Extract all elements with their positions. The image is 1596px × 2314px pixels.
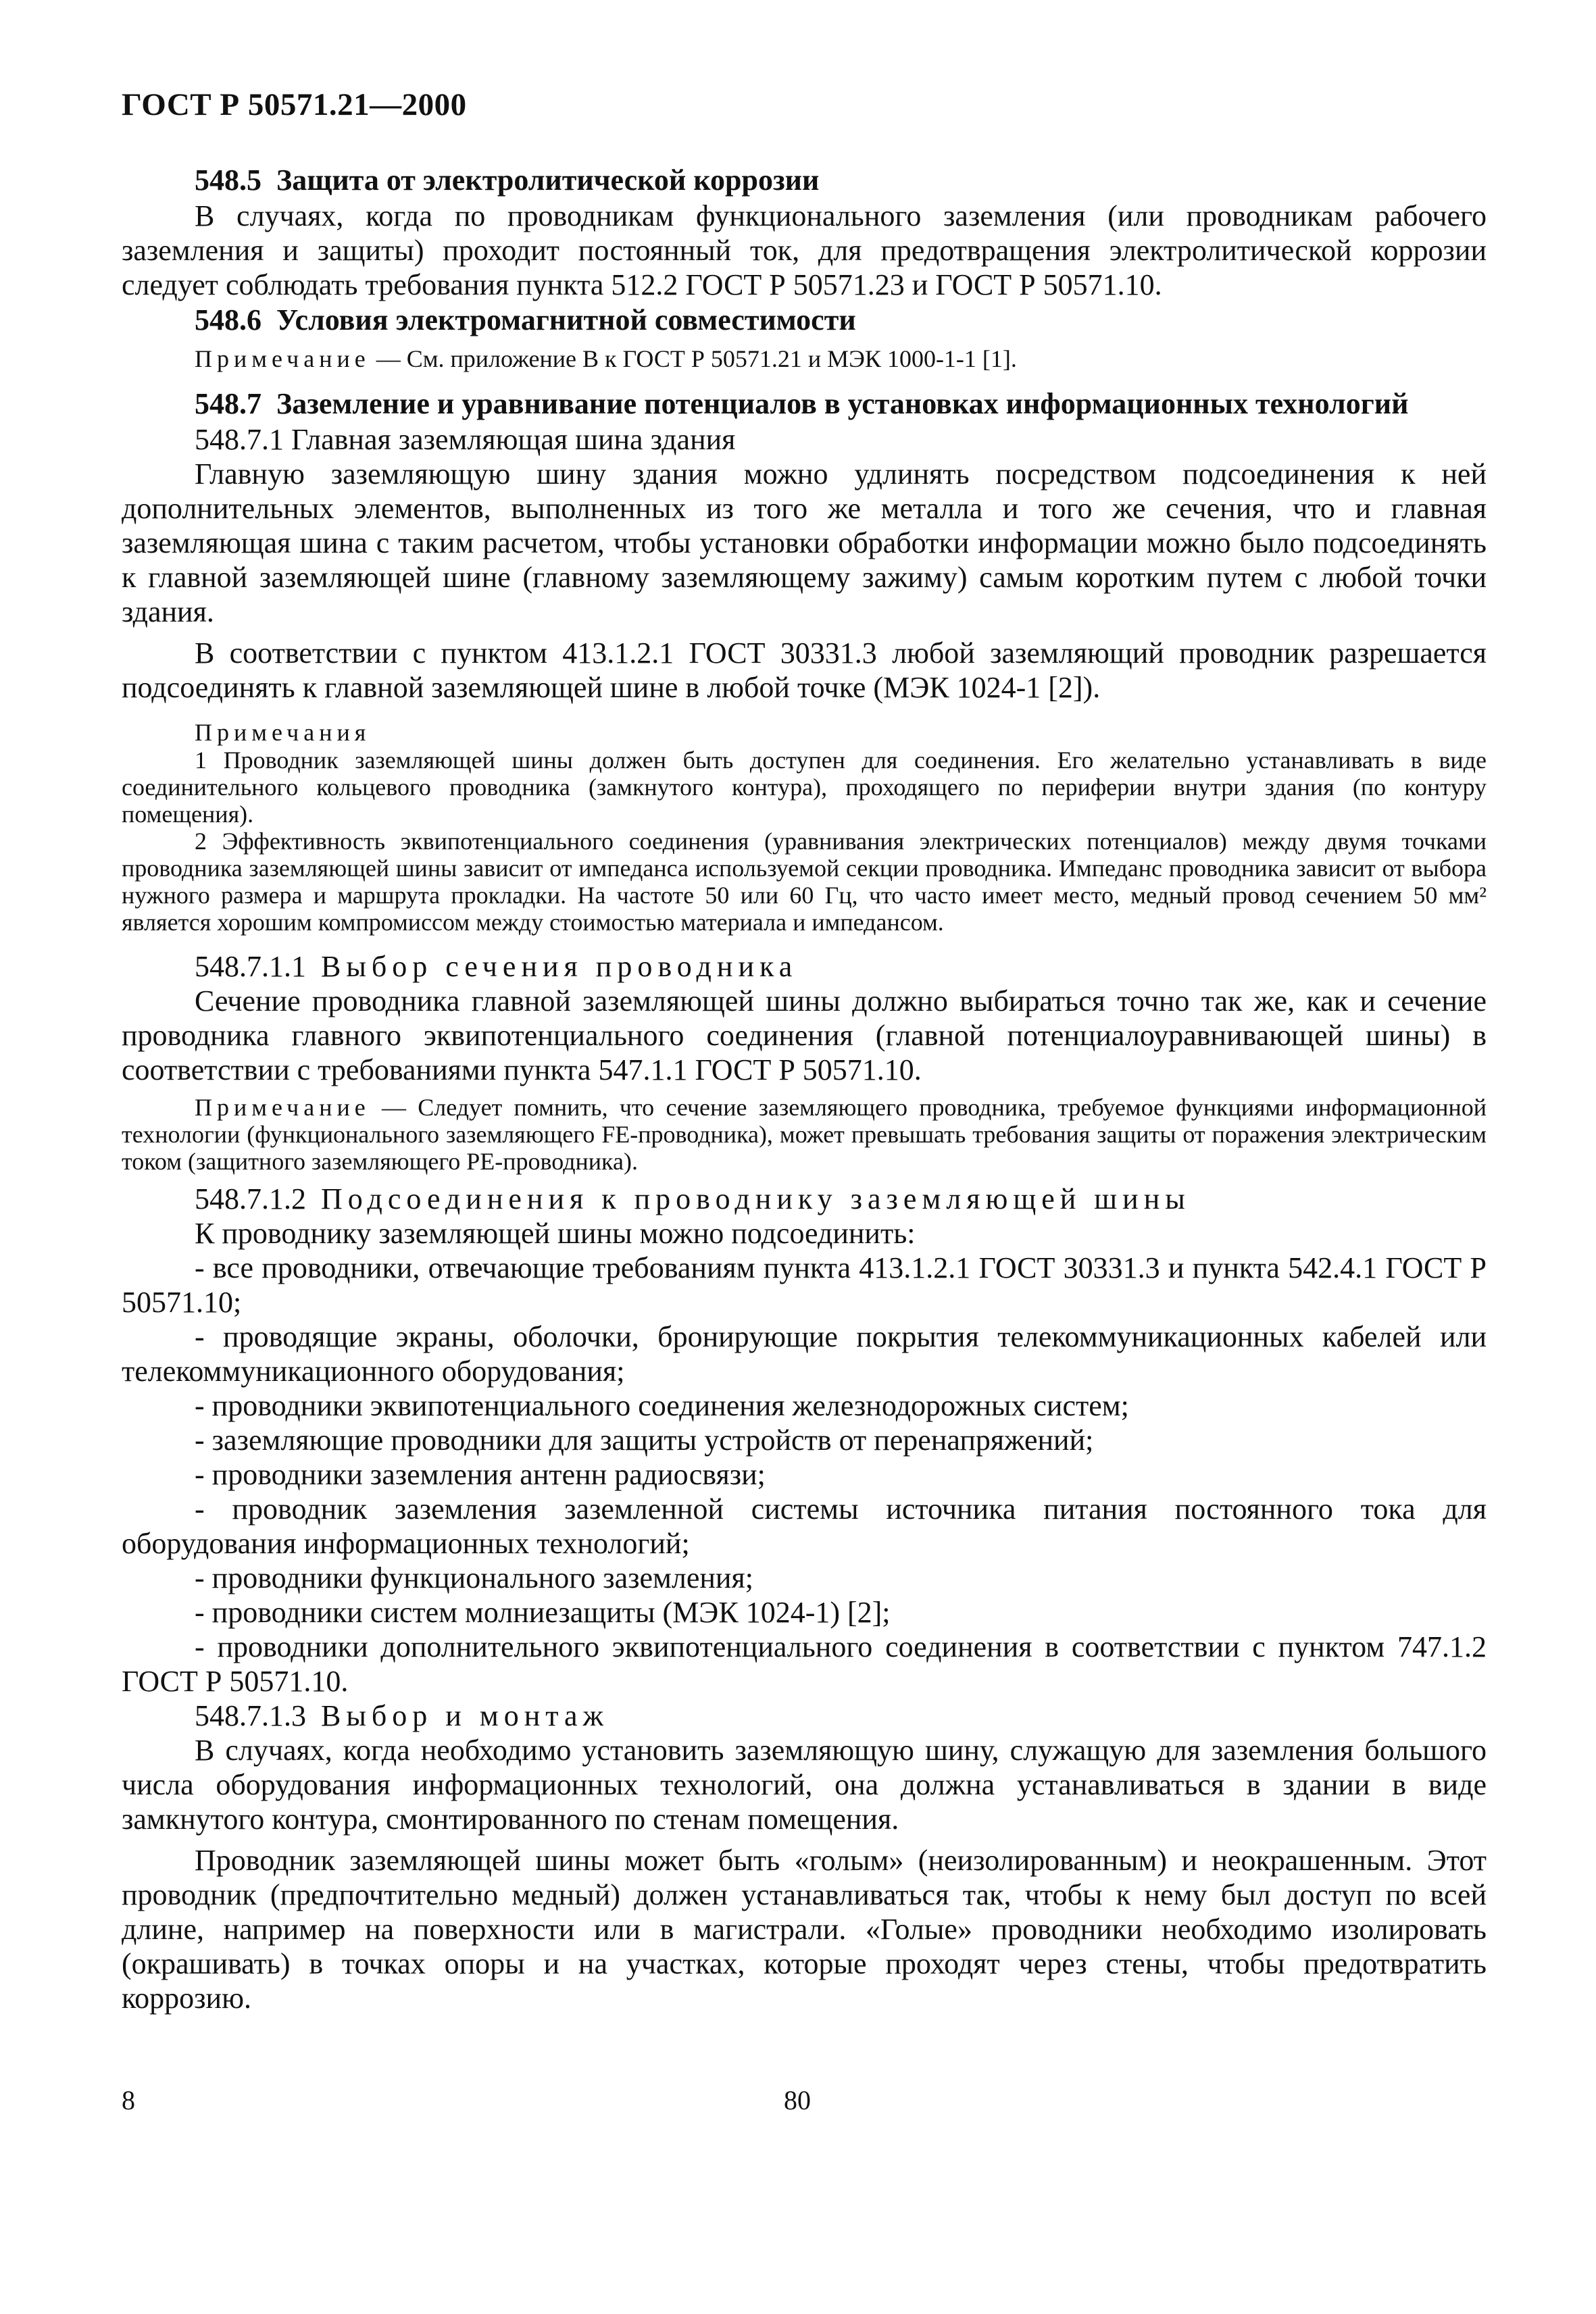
notes-heading: Примечания (195, 719, 371, 746)
section-548-7-1-1-note: Примечание — Следует помнить, что сечение заземляющего проводника, требуемое функциями информационной технологии (функционального заземляющего FE-проводника), может превышать требования защиты от поражения электрическим током (защитного заземляющего PE-проводника). (122, 1094, 1487, 1175)
document-header: ГОСТ Р 50571.21—2000 (122, 87, 467, 122)
section-548-7-1-heading: 548.7.1 Главная заземляющая шина здания (195, 423, 736, 456)
section-548-7-1-paragraph-2: В соответствии с пунктом 413.1.2.1 ГОСТ 30331.3 любой заземляющий проводник разрешается подсоединять к главной заземляющей шине в любой точке (МЭК 1024-1 [2]). (122, 636, 1487, 704)
list-item: - все проводники, отвечающие требованиям пункта 413.1.2.1 ГОСТ 30331.3 и пункта 542.4.1 ГОСТ Р 50571.10; (122, 1251, 1487, 1319)
note-1: 1 Проводник заземляющей шины должен быть доступен для соединения. Его желательно устанавливать в виде соединительного кольцевого проводника (замкнутого контура), проходящего по периферии внутри здания (по контуру помещения). (122, 747, 1487, 828)
list-item: - проводники заземления антенн радиосвязи; (195, 1458, 766, 1491)
section-548-7-1-3-heading: 548.7.1.3 Выбор и монтаж (195, 1699, 609, 1732)
section-548-7-1-2-heading: 548.7.1.2 Подсоединения к проводнику заземляющей шины (195, 1182, 1191, 1215)
section-548-7-1-3-paragraph-1: В случаях, когда необходимо установить заземляющую шину, служащую для заземления большого числа оборудования информационных технологий, она должна устанавливаться в здании в виде замкнутого контура, смонтированного по стенам помещения. (122, 1734, 1487, 1836)
page-content (122, 162, 1487, 2015)
list-item: - проводники функционального заземления; (195, 1561, 753, 1594)
section-548-7-1-2-intro: К проводнику заземляющей шины можно подсоединить: (195, 1217, 916, 1250)
list-item: - проводящие экраны, оболочки, бронирующие покрытия телекоммуникационных кабелей или телекоммуникационного оборудования; (122, 1320, 1487, 1388)
page-number-center: 80 (784, 2085, 811, 2115)
section-548-7-1-3-paragraph-2: Проводник заземляющей шины может быть «голым» (неизолированным) и неокрашенным. Этот проводник (предпочтительно медный) должен устанавливаться так, чтобы к нему был доступ по всей длине, например на поверхности или в магистрали. «Голые» проводники необходимо изолировать (окрашивать) в точках опоры и на участках, которые проходят через стены, чтобы предотвратить коррозию. (122, 1844, 1487, 2015)
list-item: - проводники эквипотенциального соединения железнодорожных систем; (195, 1389, 1129, 1422)
section-548-7-1-1-text: Сечение проводника главной заземляющей шины должно выбираться точно так же, как и сечение проводника главного эквипотенциального соединения (главной потенциалоуравнивающей шины) в соответствии с требованиями пункта 547.1.1 ГОСТ Р 50571.10. (122, 984, 1487, 1086)
section-548-7-1-paragraph-1: Главную заземляющую шину здания можно удлинять посредством подсоединения к ней дополнительных элементов, выполненных из того же металла и того же сечения, что и главная заземляющая шина с таким расчетом, чтобы установки обработки информации можно было подсоединять к главной заземляющей шине (главному заземляющему зажиму) самым коротким путем с любой точки здания. (122, 457, 1487, 628)
list-item: - проводники дополнительного эквипотенциального соединения в соответствии с пунктом 747.1.2 ГОСТ Р 50571.10. (122, 1630, 1487, 1698)
section-548-5-heading: 548.5 Защита от электролитической коррозии (195, 164, 820, 197)
list-item: - заземляющие проводники для защиты устройств от перенапряжений; (195, 1424, 1094, 1457)
section-548-6-heading: 548.6 Условия электромагнитной совместимости (195, 303, 856, 336)
page-number-left: 8 (122, 2085, 135, 2115)
list-item: - проводник заземления заземленной системы источника питания постоянного тока для оборудования информационных технологий; (122, 1492, 1487, 1560)
note-2: 2 Эффективность эквипотенциального соединения (уравнивания электрических потенциалов) между двумя точками проводника заземляющей шины зависит от импеданса используемой секции проводника. Импеданс проводника зависит от выбора нужного размера и маршрута прокладки. На частоте 50 или 60 Гц, что часто имеет место, медный провод сечением 50 мм² является хорошим компромиссом между стоимостью материала и импедансом. (122, 828, 1487, 936)
section-548-7-heading: 548.7 Заземление и уравнивание потенциалов в установках информационных технологий (195, 387, 1409, 420)
section-548-5-text: В случаях, когда по проводникам функционального заземления (или проводникам рабочего заземления и защиты) проходит постоянный ток, для предотвращения электролитической коррозии следует соблюдать требования пункта 512.2 ГОСТ Р 50571.23 и ГОСТ Р 50571.10. (122, 199, 1487, 301)
section-548-6-note: Примечание — См. приложение В к ГОСТ Р 50571.21 и МЭК 1000-1-1 [1]. (195, 345, 1017, 372)
section-548-7-1-1-heading: 548.7.1.1 Выбор сечения проводника (195, 950, 798, 983)
list-item: - проводники систем молниезащиты (МЭК 1024-1) [2]; (195, 1596, 891, 1629)
